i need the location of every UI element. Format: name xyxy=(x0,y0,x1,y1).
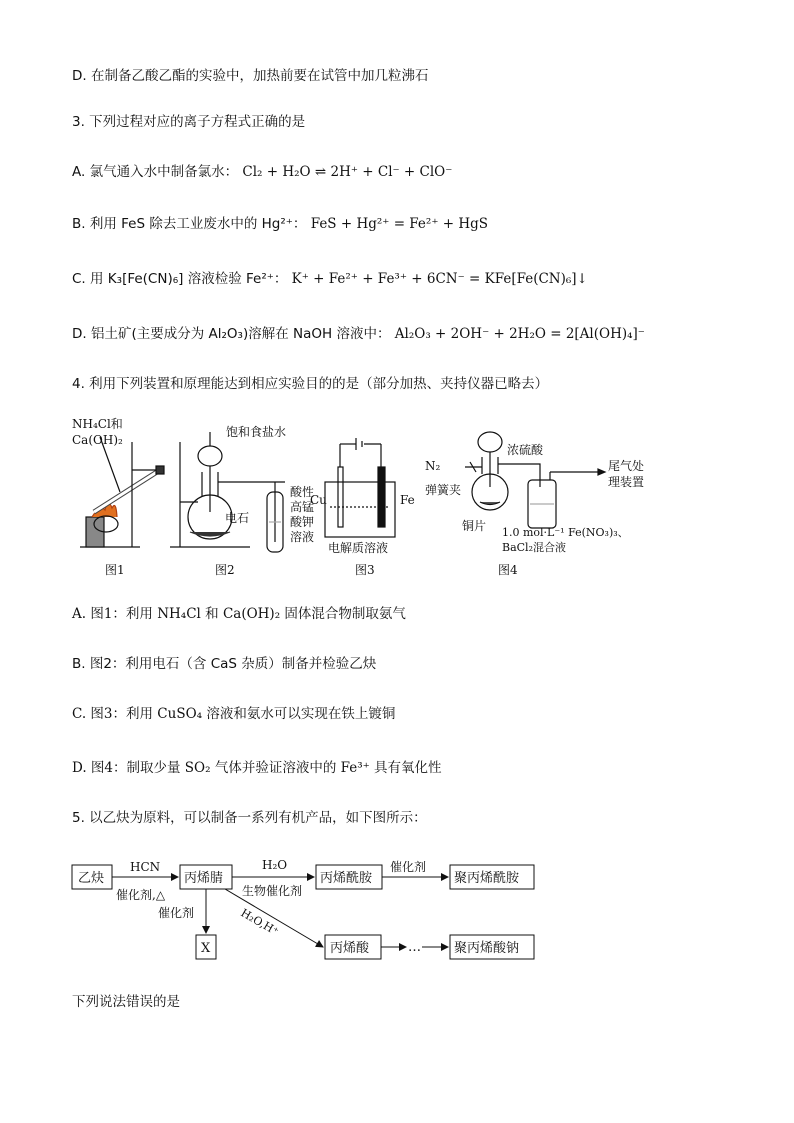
option-b-equation: FeS + Hg²⁺ = Fe²⁺ + HgS xyxy=(310,216,489,232)
node-acrylamide: 丙烯酰胺 xyxy=(320,871,373,886)
question-5-stem: 5. 以乙炔为原料，可以制备一系列有机产品，如下图所示： xyxy=(72,810,427,826)
fig2-solution-2: 高锰 xyxy=(290,500,315,514)
node-x: X xyxy=(201,941,211,956)
fig1-label-nh4cl: NH₄Cl和 xyxy=(72,417,123,431)
option-d-label: D. 铝土矿(主要成分为 Al₂O₃)溶解在 NaOH 溶液中： xyxy=(72,326,391,342)
question-3-option-d xyxy=(72,324,645,344)
reagent-hcn: HCN xyxy=(130,860,161,874)
node-sodium-polyacrylate: 聚丙烯酸钠 xyxy=(454,941,520,956)
question-3-option-c xyxy=(72,269,588,289)
question-4-option-a: A. 图1：利用 NH₄Cl 和 Ca(OH)₂ 固体混合物制取氨气 xyxy=(72,606,406,622)
reagent-catalyst-down: 催化剂 xyxy=(158,906,195,920)
option-a-equation: Cl₂ + H₂O ⇌ 2H⁺ + Cl⁻ + ClO⁻ xyxy=(242,164,453,180)
fig3-caption: 图3 xyxy=(355,563,375,577)
fig2-solution-1: 酸性 xyxy=(290,485,315,499)
fig4-copper-label: 铜片 xyxy=(462,519,487,533)
flowchart-svg xyxy=(70,855,550,975)
synthesis-flowchart xyxy=(70,855,550,975)
option-c-label: C. 用 K₃[Fe(CN)₆] 溶液检验 Fe²⁺： xyxy=(72,271,288,287)
figure-1-apparatus xyxy=(80,437,164,547)
fig3-right-electrode: Fe xyxy=(400,493,415,507)
fig3-solution: 电解质溶液 xyxy=(328,541,389,555)
node-polyacrylamide: 聚丙烯酰胺 xyxy=(454,871,520,886)
fig1-label-caoh2: Ca(OH)₂ xyxy=(72,433,123,447)
fig4-caption: 图4 xyxy=(498,563,518,577)
reagent-biocatalyst: 生物催化剂 xyxy=(242,884,303,898)
fig2-caption: 图2 xyxy=(215,563,235,577)
reagent-catalyst-3: 催化剂 xyxy=(390,860,427,874)
option-a-label: A. 氯气通入水中制备氯水： xyxy=(72,164,239,180)
reagent-water: H₂O xyxy=(262,858,288,872)
fig3-left-electrode: Cu xyxy=(310,493,327,507)
fig4-solution-2: BaCl₂混合液 xyxy=(502,541,566,554)
node-acetylene: 乙炔 xyxy=(78,871,105,886)
fig2-solution-4: 溶液 xyxy=(290,530,315,544)
option-c-equation: K⁺ + Fe²⁺ + Fe³⁺ + 6CN⁻ = KFe[Fe(CN)₆]↓ xyxy=(291,271,588,287)
fig4-tail-label-2: 理装置 xyxy=(608,475,645,489)
fig1-caption: 图1 xyxy=(105,563,125,577)
fig2-stone-label: 电石 xyxy=(225,511,250,525)
question-5-tail: 下列说法错误的是 xyxy=(72,994,180,1010)
figure-2-apparatus xyxy=(170,432,285,552)
question-4-stem: 4. 利用下列装置和原理能达到相应实验目的的是（部分加热、夹持仪器已略去） xyxy=(72,376,549,392)
question-3-option-a xyxy=(72,162,452,182)
flow-dots: … xyxy=(408,940,421,955)
question-3-option-b xyxy=(72,214,488,234)
fig4-tail-label-1: 尾气处 xyxy=(608,459,645,473)
figure-3-apparatus xyxy=(325,438,395,537)
fig2-funnel-label: 饱和食盐水 xyxy=(226,425,287,439)
question-4-figures xyxy=(70,412,670,582)
fig2-solution-3: 酸钾 xyxy=(290,515,315,529)
reagent-catalyst-heat: 催化剂,△ xyxy=(116,888,166,902)
reagent-water-acid: H₂O,H⁺ xyxy=(238,906,281,939)
option-b-label: B. 利用 FeS 除去工业废水中的 Hg²⁺： xyxy=(72,216,307,232)
apparatus-diagrams xyxy=(70,412,670,582)
question-3-stem: 3. 下列过程对应的离子方程式正确的是 xyxy=(72,114,306,130)
fig4-acid-label: 浓硫酸 xyxy=(507,443,544,457)
fig4-gas-label: N₂ xyxy=(425,459,441,473)
question-4-option-b: B. 图2：利用电石（含 CaS 杂质）制备并检验乙炔 xyxy=(72,656,377,672)
fig4-solution-1: 1.0 mol·L⁻¹ Fe(NO₃)₃、 xyxy=(502,526,629,539)
option-d-previous: D. 在制备乙酸乙酯的实验中，加热前要在试管中加几粒沸石 xyxy=(72,68,429,84)
option-d-equation: Al₂O₃ + 2OH⁻ + 2H₂O = 2[Al(OH)₄]⁻ xyxy=(394,326,645,342)
question-4-option-d: D. 图4：制取少量 SO₂ 气体并验证溶液中的 Fe³⁺ 具有氧化性 xyxy=(72,760,442,776)
fig4-clip-label: 弹簧夹 xyxy=(425,483,462,497)
node-acrylic-acid: 丙烯酸 xyxy=(330,941,370,956)
question-4-option-c: C. 图3：利用 CuSO₄ 溶液和氨水可以实现在铁上镀铜 xyxy=(72,706,396,722)
node-acrylonitrile: 丙烯腈 xyxy=(184,871,224,886)
